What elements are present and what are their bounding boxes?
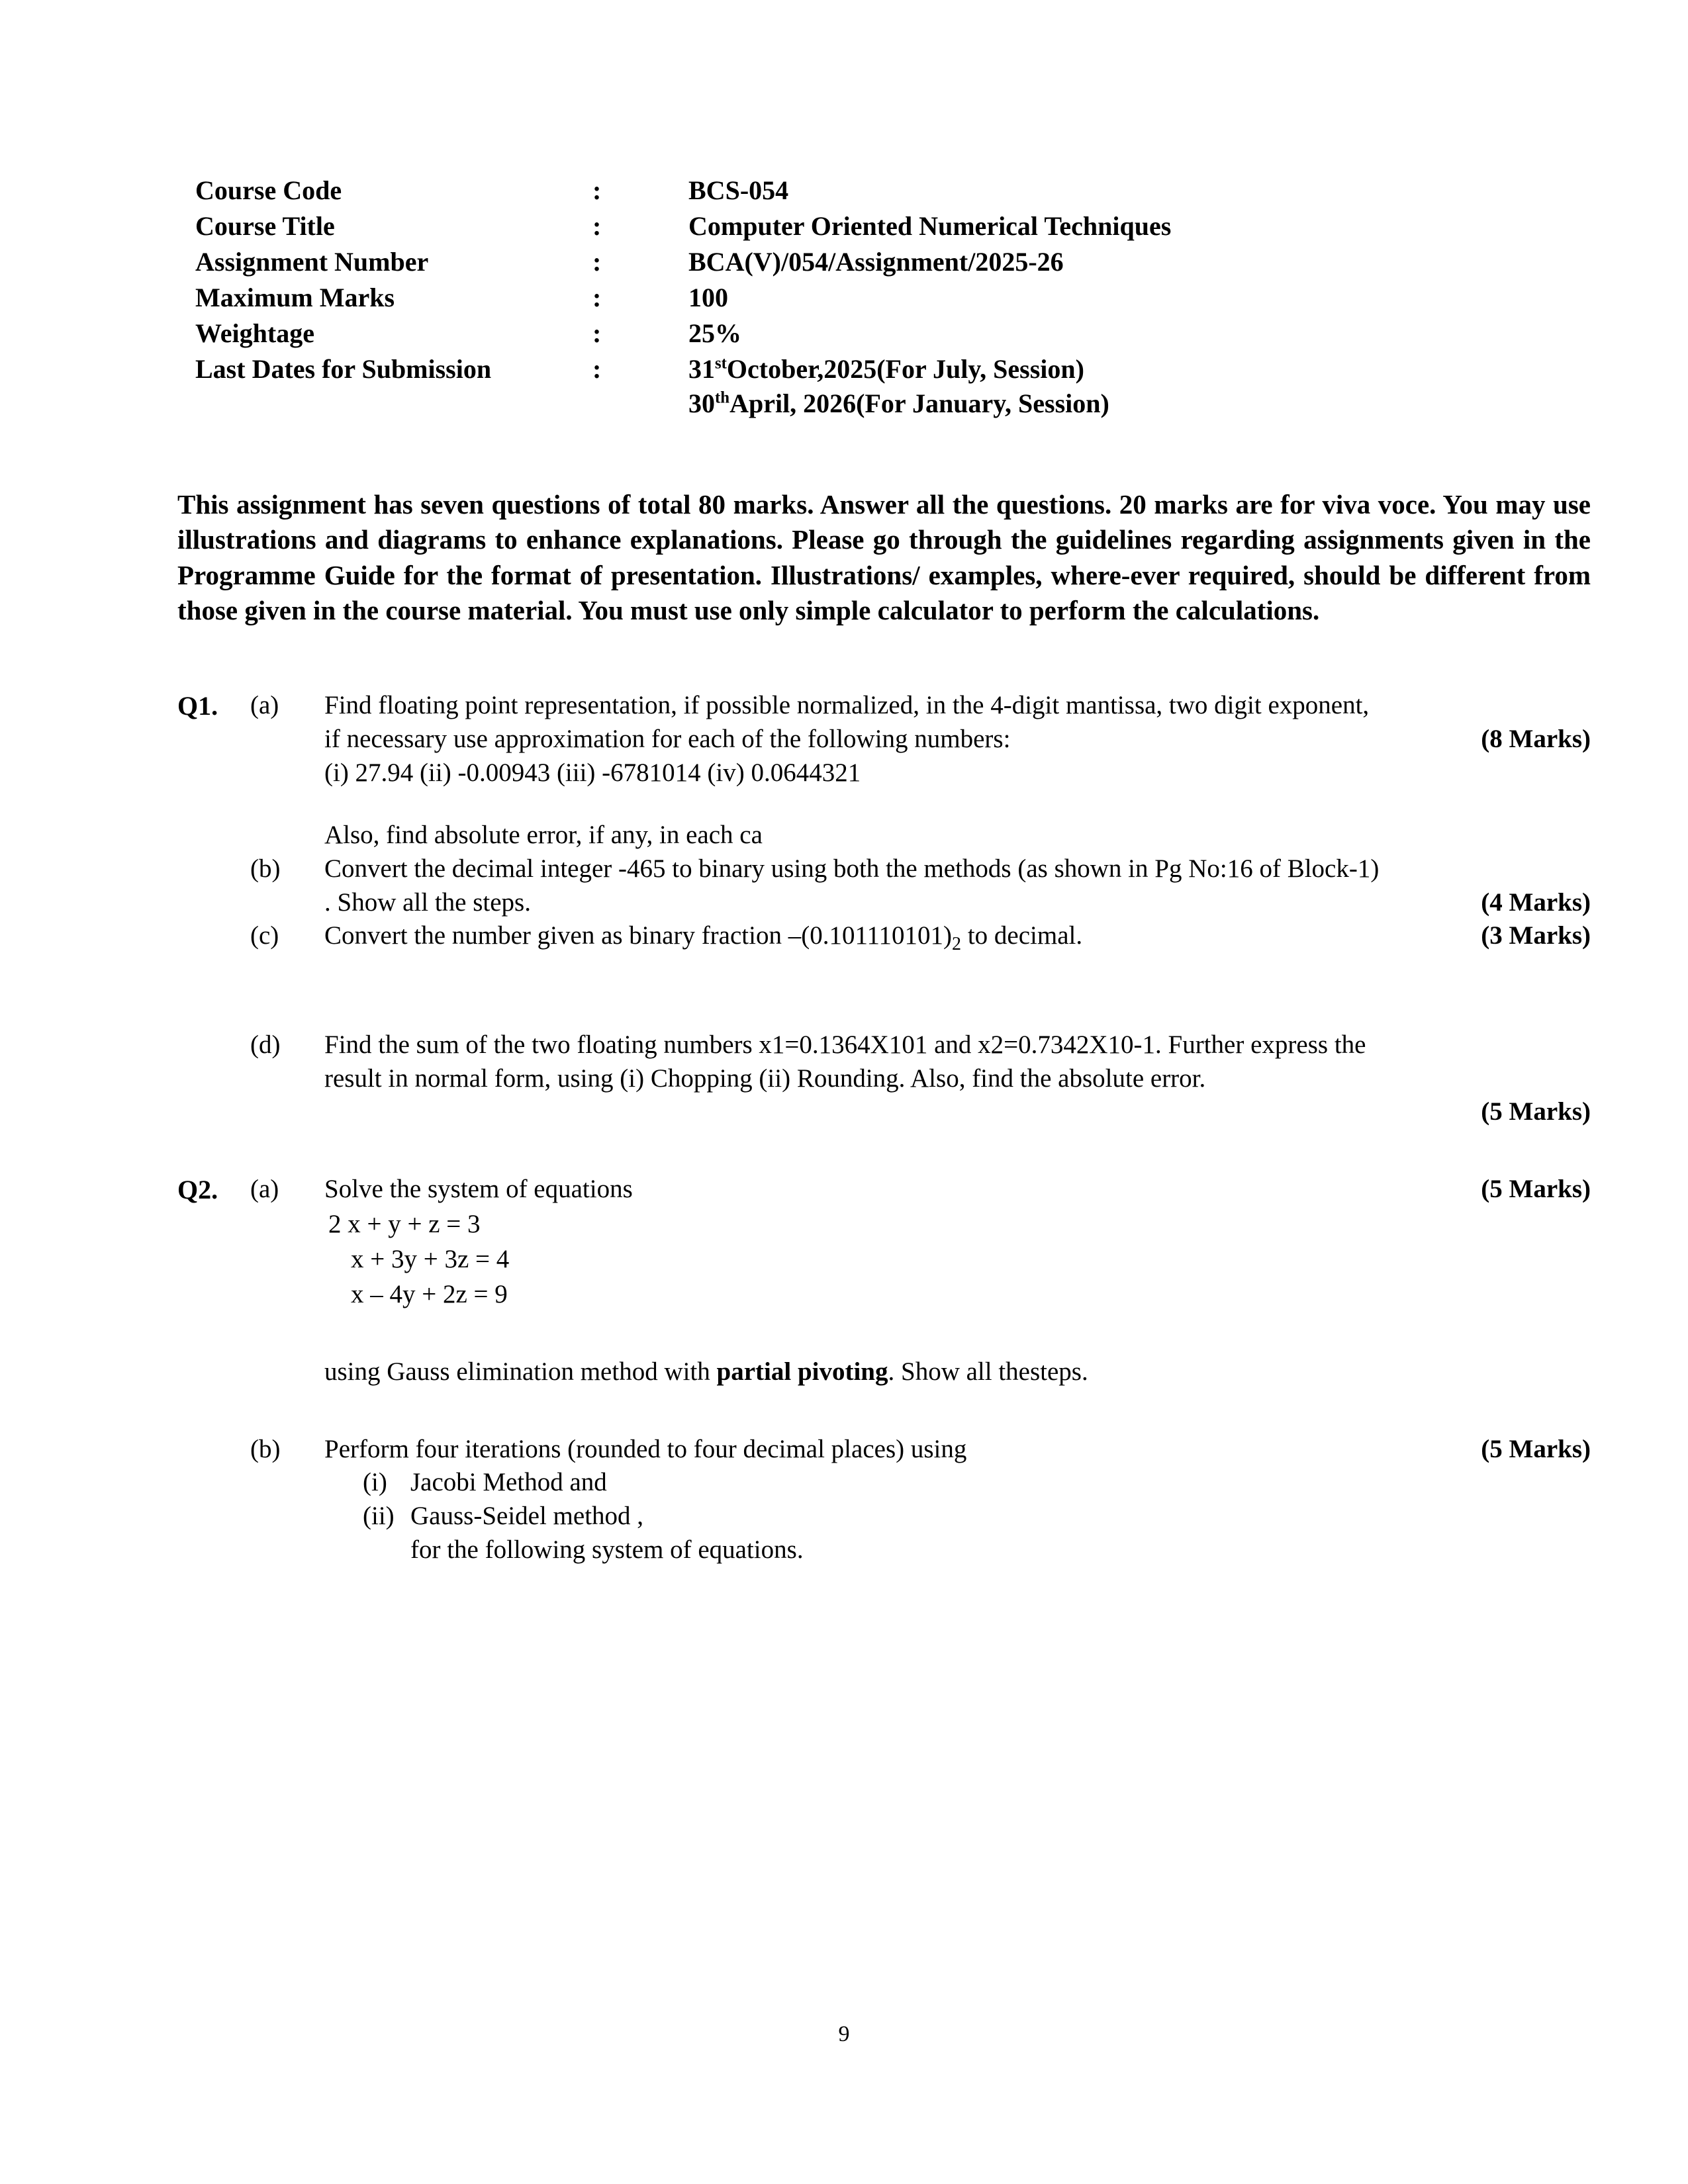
date-ordinal-january: th [715,388,730,407]
page-content [177,0,1591,1567]
closing-marker-spacer [363,1533,410,1567]
meta-colon: : [592,211,602,241]
date-day-july: 31 [688,354,715,384]
question-1d-marks: (5 Marks) [1481,1097,1591,1126]
question-2b-body [324,1433,1591,1567]
question-2b-method-list [363,1466,1591,1567]
question-1c-line-row [324,919,1591,953]
question-2a-method-line [324,1355,1591,1389]
question-2-number: Q2. [177,1175,218,1205]
meta-label-assignment-number: Assignment Number [195,247,429,277]
method-text-bold: partial pivoting [716,1357,888,1386]
meta-colon: : [592,283,602,312]
question-2b-line-row [324,1433,1591,1467]
list-item [363,1466,1591,1500]
question-1b-marks: (4 Marks) [1481,887,1591,917]
question-1c-base-subscript: 2 [952,934,962,955]
question-1a-marks: (8 Marks) [1481,724,1591,753]
list-item-label: Jacobi Method and [410,1468,607,1497]
question-2a [177,1173,1591,1388]
question-1d-line1: Find the sum of the two floating numbers x1=0.1364X101 and x2=0.7342X10-1. Further express the [324,1030,1366,1059]
meta-row-course-title [195,213,1171,249]
question-2a-line-row [324,1173,1591,1206]
meta-value-assignment-number: BCA(V)/054/Assignment/2025-26 [688,247,1064,277]
question-2b-marks: (5 Marks) [1481,1434,1591,1463]
submission-date-july [688,356,1171,383]
question-1b-letter: (b) [250,854,281,883]
question-2a-marks: (5 Marks) [1481,1175,1591,1204]
question-1c-text-post: to decimal. [961,921,1083,950]
meta-colon: : [592,318,602,348]
question-1a [177,689,1591,852]
question-1c-marks: (3 Marks) [1481,921,1591,950]
meta-value-course-code: BCS-054 [688,175,789,205]
question-1d-line2: result in normal form, using (i) Chopping (ii) Rounding. Also, find the absolute error. [324,1064,1206,1093]
question-1b-body [324,852,1591,919]
question-1d-body [324,1028,1591,1129]
meta-row-assignment-number [195,249,1171,285]
method-text-pre: using Gauss elimination method with [324,1357,717,1386]
date-rest-january: April, 2026(For January, Session) [729,388,1109,418]
meta-row-last-dates [195,356,1171,426]
meta-label-last-dates: Last Dates for Submission [195,354,492,384]
date-rest-july: October,2025(For July, Session) [726,354,1084,384]
question-1d-letter: (d) [250,1030,281,1059]
question-2b-letter: (b) [250,1434,281,1463]
meta-label-weightage: Weightage [195,318,314,348]
question-1a-numbers: (i) 27.94 (ii) -0.00943 (iii) -6781014 (iv) 0.0644321 [324,758,861,787]
list-item-marker: (i) [363,1468,387,1497]
meta-row-maximum-marks [195,285,1171,320]
assignment-meta-table [195,177,1171,426]
meta-row-course-code [195,177,1171,213]
question-2b-closing: for the following system of equations. [410,1535,804,1564]
question-2b-text: Perform four iterations (rounded to four decimal places) using [324,1434,967,1463]
question-2a-equation-system [328,1206,1591,1312]
equation-line-1: 2 x + y + z = 3 [328,1209,481,1238]
list-item [363,1500,1591,1533]
date-ordinal-july: st [715,354,727,373]
question-1c [177,919,1591,953]
question-1c-letter: (c) [250,921,279,950]
question-1b-line2: . Show all the steps. [324,887,531,917]
meta-value-weightage: 25% [688,318,741,348]
question-1c-body [324,919,1591,953]
meta-colon: : [592,354,602,384]
question-2a-text: Solve the system of equations [324,1175,633,1204]
question-1b [177,852,1591,919]
question-1b-line1: Convert the decimal integer -465 to binary using both the methods (as shown in Pg No:16 of Block-1) [324,854,1380,883]
meta-label-course-title: Course Title [195,211,335,241]
question-1-section [177,628,1591,1129]
meta-colon: : [592,175,602,205]
question-1a-body [324,689,1591,852]
equation-line-3: x – 4y + 2z = 9 [351,1279,508,1308]
question-1d [177,1028,1591,1129]
question-1c-text-pre: Convert the number given as binary fraction –(0.101110101) [324,921,953,950]
assignment-instructions: This assignment has seven questions of total 80 marks. Answer all the questions. 20 marks are for viva voce. You may use illustrations and diagrams to enhance explanations. Please go through the guidelines regarding assignments given in the Programme Guide for the format of presentation. Illustrations/ examples, where-ever required, should be different from those given in the course material. You must use only simple calculator to perform the calculations. [177,489,1591,625]
list-item-label: Gauss-Seidel method , [410,1501,644,1530]
meta-row-weightage [195,320,1171,356]
meta-label-maximum-marks: Maximum Marks [195,283,395,312]
meta-label-course-code: Course Code [195,175,342,205]
question-1a-line4: Also, find absolute error, if any, in each ca [324,821,763,850]
question-2a-body [324,1173,1591,1388]
question-2b [177,1433,1591,1567]
meta-value-maximum-marks: 100 [688,283,728,312]
list-item-marker: (ii) [363,1501,395,1530]
method-text-post: . Show all thesteps. [888,1357,1088,1386]
page-number: 9 [838,2022,850,2046]
equation-line-2: x + 3y + 3z = 4 [351,1244,510,1273]
question-1b-line2-row [324,886,1591,920]
question-2b-closing-row [363,1533,1591,1567]
question-1a-line2-row [324,723,1591,756]
question-1a-line2: if necessary use approximation for each of the following numbers: [324,724,1011,753]
meta-colon: : [592,247,602,277]
question-1a-line1: Find floating point representation, if possible normalized, in the 4-digit mantissa, two digit exponent, [324,691,1370,720]
question-1-number: Q1. [177,691,218,721]
question-2a-letter: (a) [250,1175,279,1204]
submission-date-january [688,390,1171,417]
question-2-section [177,1129,1591,1567]
meta-value-last-dates [688,356,1171,426]
date-day-january: 30 [688,388,715,418]
question-1a-letter: (a) [250,691,279,720]
meta-value-course-title: Computer Oriented Numerical Techniques [688,211,1172,241]
